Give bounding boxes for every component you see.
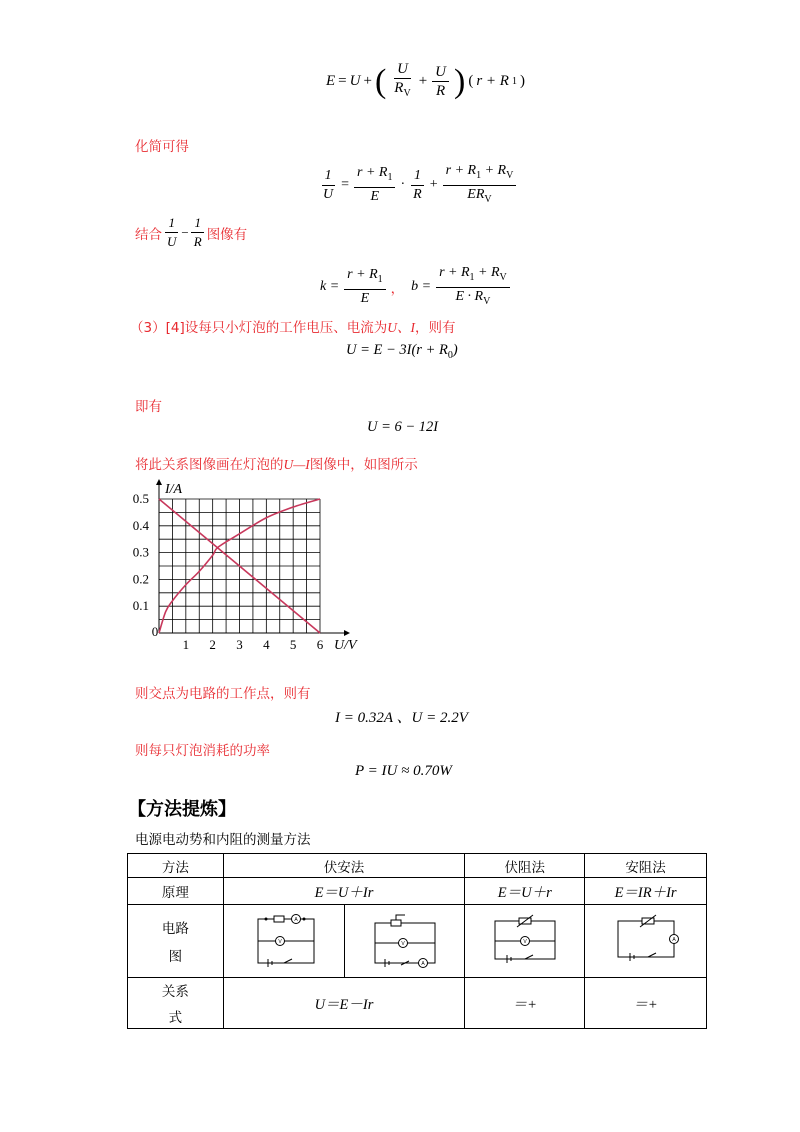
table-row — [128, 854, 707, 878]
combine-post: 图像有 — [206, 226, 248, 243]
combine-line: 结合 $\frac{1}{U}$ − $\frac{1}{R}$ 图像有 — [135, 215, 248, 249]
y-tick-label: 0.4 — [132, 517, 149, 533]
svg-text:A: A — [671, 937, 676, 943]
table-header: 伏安法 — [223, 854, 465, 878]
eq1-rterm: r + R — [476, 73, 509, 89]
equation-emf: E = U + ( $\frac{U}{R_V}$ + $\frac{U}{R}$ ) ( r + R 1 ) — [326, 60, 525, 103]
y-tick-label: 0.1 — [132, 598, 149, 614]
svg-text:V: V — [401, 941, 405, 947]
row-label-relation: 关系 式 — [128, 978, 224, 1029]
power-text: 则每只灯泡消耗的功率 — [135, 743, 270, 759]
circuit-diagram-1 — [223, 905, 345, 978]
x-tick-label: 6 — [316, 637, 324, 652]
eq1-frac-b: $\frac{U}{R}$ — [432, 63, 449, 100]
x-axis-label: U/V — [334, 638, 357, 653]
simplify-text: 化简可得 — [135, 139, 189, 155]
equation-u-linear: U = 6 − 12I — [367, 419, 439, 435]
eq1-lhs: E — [326, 73, 336, 89]
table-header: 伏阻法 — [465, 854, 585, 878]
relation-voltammeter: U＝E－Ir — [223, 978, 465, 1029]
combine-pre: 结合 — [135, 226, 162, 243]
relation-voltmeter-resistor: ＝+ — [465, 978, 585, 1029]
y-tick-label: 0.2 — [132, 571, 149, 587]
table-header: 方法 — [128, 854, 224, 878]
row-label-circuit: 电路 图 — [128, 905, 224, 978]
y-axis-arrow — [156, 479, 162, 485]
methods-subtitle: 电源电动势和内阻的测量方法 — [135, 832, 311, 848]
svg-text:A: A — [294, 917, 298, 923]
principle-ammeter-resistor: E＝IR＋Ir — [585, 878, 707, 905]
draw-line: 将此关系图像画在灯泡的U—I图像中，如图所示 — [135, 457, 418, 473]
x-axis-arrow — [344, 630, 350, 636]
relation-ammeter-resistor: ＝+ — [585, 978, 707, 1029]
row-label-principle: 原理 — [128, 878, 224, 905]
circuit-diagram-3 — [465, 905, 585, 978]
y-tick-label: 0.3 — [132, 544, 149, 560]
circuit-diagram-4 — [585, 905, 707, 978]
equation-u-e: $U = E - 3I(r + R_0)$ — [346, 342, 458, 361]
principle-voltmeter-resistor: E＝U＋r — [465, 878, 585, 905]
circuit-diagram-2 — [345, 905, 465, 978]
methods-title: 【方法提炼】 — [128, 799, 236, 820]
svg-text:V: V — [278, 939, 282, 945]
y-axis-label: I/A — [165, 482, 183, 497]
ui-chart — [130, 474, 370, 654]
y-tick-label: 0.5 — [132, 491, 149, 506]
equation-k-b: k = $\frac{r + R_1}{E}$ ， b = $\frac{r + R_1 + R_V}{E \cdot R_V}$ — [320, 264, 512, 311]
thus-text: 即有 — [135, 399, 162, 415]
svg-text:V: V — [523, 939, 527, 945]
table-row — [128, 978, 707, 1029]
x-tick-label: 5 — [289, 637, 297, 652]
x-tick-label: 1 — [182, 637, 190, 652]
table-row — [128, 905, 707, 978]
svg-text:A: A — [421, 961, 425, 967]
principle-voltammeter: E＝U＋Ir — [223, 878, 465, 905]
part3-line: （3）[4]设每只小灯泡的工作电压、电流为U、I，则有 — [130, 320, 456, 336]
x-tick-label: 4 — [263, 637, 270, 652]
intersection-text: 则交点为电路的工作点，则有 — [135, 686, 311, 702]
methods-table — [127, 853, 707, 1029]
equation-work-point: I = 0.32A 、U = 2.2V — [335, 710, 468, 726]
table-row — [128, 878, 707, 905]
table-header: 安阻法 — [585, 854, 707, 878]
eq1-u: U — [349, 73, 361, 89]
x-tick-label: 0 — [151, 624, 159, 639]
equation-inverse: $\frac{1}{U}$ = $\frac{r + R_1}{E}$ · $\frac{1}{R}$ + $\frac{r + R_1 + R_V}{ER_V}$ — [318, 162, 518, 209]
x-tick-label: 2 — [209, 637, 216, 652]
eq1-frac-a: $\frac{U}{R_V}$ — [394, 61, 411, 99]
x-tick-label: 3 — [236, 637, 243, 652]
equation-power: P = IU ≈ 0.70W — [355, 763, 452, 779]
